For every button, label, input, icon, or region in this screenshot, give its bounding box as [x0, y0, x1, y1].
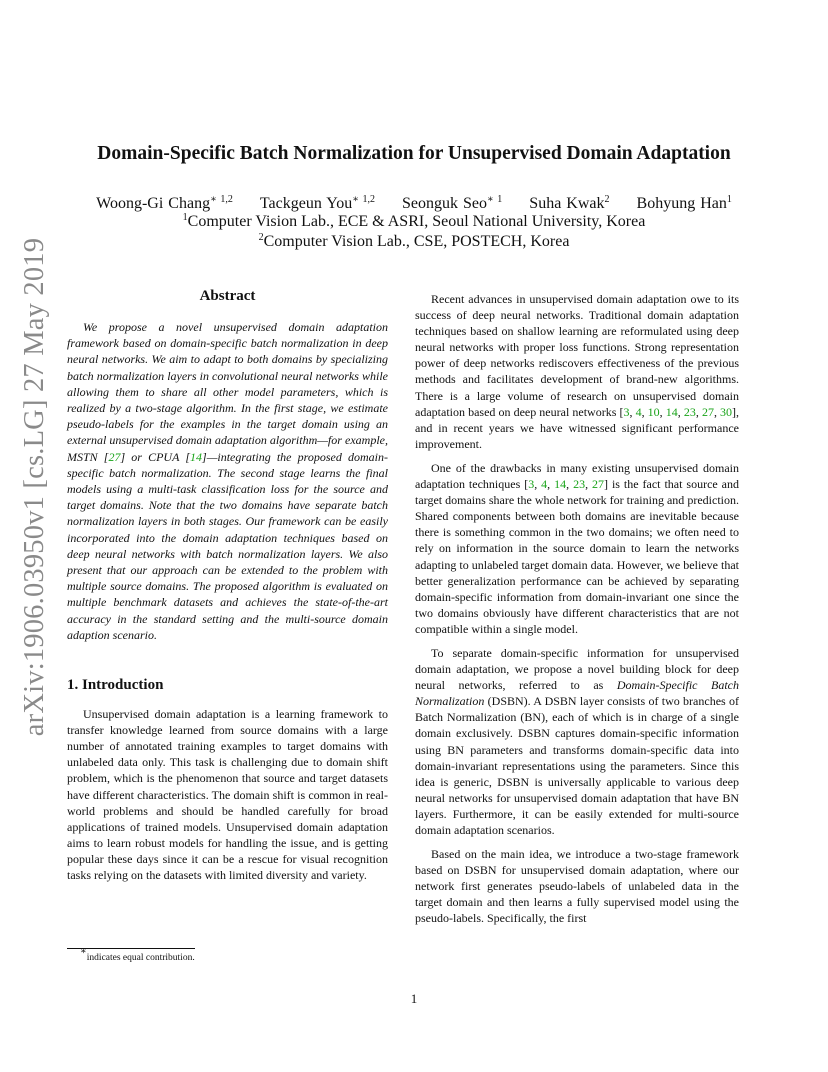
arxiv-identifier-stamp: arXiv:1906.03950v1 [cs.LG] 27 May 2019 — [19, 237, 50, 737]
citation-link[interactable]: 14 — [190, 449, 203, 464]
page-number: 1 — [410, 991, 418, 1006]
paragraph: One of the drawbacks in many existing unsupervised domain adaptation techniques [3, 4, 14, 23, 27] is the fact that source and target domains share the whole network for training and prediction. Shared components between both domains are inevitable because there is something common in the two domains; we often need to rely on information in the source domain to learn the networks adapting to unlabeled target domain data. However, we believe that better generalization performance can be achieved by separating domain-specific information from domain-invariant one since the two domains obviously have different characteristics that are not compatible within a single model. — [415, 460, 740, 636]
citation-link[interactable]: 27 — [108, 449, 121, 464]
citation-link[interactable]: 30 — [720, 404, 733, 419]
section-heading: 1. Introduction — [67, 677, 164, 694]
paragraph: Based on the main idea, we introduce a two-stage framework based on DSBN for unsupervised domain adaptation, where our network first generates pseudo-labels of unlabeled data in the target domain and then learns a fully supervised model using the pseudo-labels. Specifically, the first — [415, 847, 739, 926]
author: Woong-Gi Chang$^{∗ 1,2}$ — [96, 194, 233, 212]
abstract-text: We propose a novel unsupervised domain adaptation framework based on domain-specific batch normalization in deep neural networks. We aim to adapt to both domains by specializing batch normalization layers in convolutional neural networks while allowing them to share all other model parameters, which is realized by a two-stage algorithm. In the first stage, we estimate pseudo-labels for the examples in the target domain using an external unsupervised domain adaptation algorithm—for example, MSTN [27] or CPUA [14]—integrating the proposed domain-specific batch normalization. The second stage learns the final models using a multi-task classification loss for the source and target domains. Note that the two domains have separate batch normalization layers in both stages. Our framework can be easily incorporated into the domain adaptation techniques based on deep neural networks with batch normalization layers. We also present that our approach can be extended to the problem with multiple source domains. The proposed algorithm is evaluated on multiple benchmark datasets and achieves the state-of-the-art accuracy in the standard setting and the multi-source domain adaption scenario. — [67, 320, 388, 642]
citation-link[interactable]: 3 — [528, 477, 535, 492]
left-column — [67, 288, 388, 891]
paragraph: Unsupervised domain adaptation is a learning framework to transfer knowledge learned from source domains with a large number of annotated training examples to target domains with unlabeled data only. This task is challenging due to domain shift problem, which is the phenomenon that source and target datasets have different characteristics. The domain shift is common in real-world problems and should be handled carefully for broad applications of trained models. Unsupervised domain adaptation aims to learn robust models for handling the issue, and is getting popular these days since it can be a rescue for visual recognition tasks relying on the datasets with limited diversity and variety. — [67, 707, 388, 882]
footnote: ∗indicates equal contribution. — [80, 946, 195, 963]
citation-link[interactable]: 4 — [635, 404, 642, 419]
paper-title: Domain-Specific Batch Normalization for Unsupervised Domain Adaptation — [97, 143, 731, 164]
citation-link[interactable]: 27 — [701, 404, 714, 419]
author: Seonguk Seo$^{∗ 1}$ — [402, 194, 503, 212]
abstract-heading: Abstract — [199, 288, 256, 304]
citation-link[interactable]: 14 — [665, 404, 678, 419]
citation-link[interactable]: 10 — [647, 404, 660, 419]
citation-link[interactable]: 23 — [573, 477, 586, 492]
author: Tackgeun You$^{∗ 1,2}$ — [259, 194, 375, 212]
right-column — [415, 291, 739, 935]
citation-link[interactable]: 14 — [554, 477, 567, 492]
affiliation: $^1$Computer Vision Lab., ECE & ASRI, Seoul National University, Korea — [182, 212, 646, 230]
author: Bohyung Han$^1$ — [636, 194, 732, 212]
author: Suha Kwak$^2$ — [529, 194, 610, 212]
citation-link[interactable]: 4 — [541, 477, 548, 492]
author-list — [60, 195, 768, 213]
citation-link[interactable]: 23 — [683, 404, 696, 419]
affiliation: $^2$Computer Vision Lab., CSE, POSTECH, Korea — [258, 232, 570, 250]
citation-link[interactable]: 27 — [592, 477, 605, 492]
citation-link[interactable]: 3 — [623, 404, 630, 419]
paragraph: Recent advances in unsupervised domain adaptation owe to its success of deep neural networks. Traditional domain adaptation techniques based on shallow learning are reformulated using deep neural networks with proper loss functions. Strong representation power of deep networks rediscovers effectiveness of the previous methods and facilitates development of brand-new algorithms. There is a large volume of research on unsupervised domain adaptation based on deep neural networks [3, 4, 10, 14, 23, 27, 30], and in recent years we have witnessed significant performance improvement. — [415, 292, 740, 451]
paragraph: To separate domain-specific information for unsupervised domain adaptation, we propose a novel building block for deep neural networks, referred to as Domain-Specific Batch Normalization (DSBN). A DSBN layer consists of two branches of Batch Normalization (BN), each of which is in charge of a single domain exclusively. DSBN captures domain-specific information using BN parameters and transforms domain-specific data into domain-invariant representations using the parameters. Since this idea is generic, DSBN is universally applicable to various deep neural networks for unsupervised domain adaptation that have BN layers. Furthermore, it can be easily extended for multi-source domain adaptation scenarios. — [415, 645, 739, 837]
